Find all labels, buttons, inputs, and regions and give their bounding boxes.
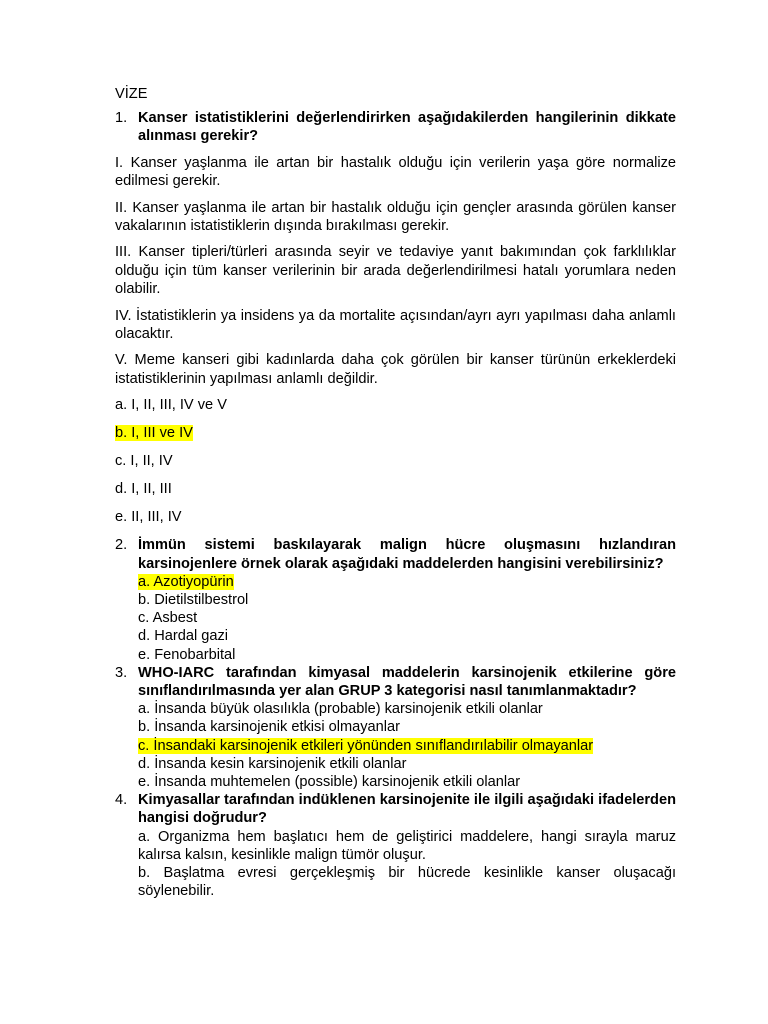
statement-3: III. Kanser tipleri/türleri arasında seyir ve tedaviye yanıt bakımından çok farklılıklar olduğu için tüm kanser verilerinin bir arada değerlendirilmesi hatalı yorumlara neden olabilir.: [115, 244, 676, 297]
question-number: 3.: [115, 664, 128, 681]
answer-option-label: d. I, II, III: [115, 481, 172, 498]
question-4: [115, 791, 676, 900]
answer-option-b: b. Dietilstilbestrol: [138, 591, 249, 608]
statement-5: V. Meme kanseri gibi kadınlarda daha çok görülen bir kanser türünün erkeklerdeki istatistiklerinin yapılması anlamlı değildir.: [115, 352, 676, 387]
question-text: WHO-IARC tarafından kimyasal maddelerin karsinojenik etkilerine göre sınıflandırılmasında yer alan GRUP 3 kategorisi nasıl tanımlanmaktadır?: [138, 664, 676, 699]
answer-option-a: a. Organizma hem başlatıcı hem de geliştirici maddelere, hangi sırayla maruz kalırsa kalsın, kesinlikle malign tümör oluşur.: [138, 828, 676, 863]
question-3: [115, 664, 676, 791]
answer-option-e: [115, 508, 676, 526]
answer-options: [138, 828, 676, 901]
question-1: [115, 109, 676, 145]
answer-options: [138, 573, 676, 664]
answer-option-a: [115, 396, 676, 414]
answer-option-label: a. I, II, III, IV ve V: [115, 397, 227, 414]
answer-option-d: [115, 480, 676, 498]
answer-option-b: b. İnsanda karsinojenik etkisi olmayanlar: [138, 719, 401, 736]
answer-option-c: [138, 737, 676, 755]
statement-4: IV. İstatistiklerin ya insidens ya da mortalite açısından/ayrı ayrı yapılması daha anlamlı olacaktır.: [115, 307, 676, 342]
document-content: [115, 85, 676, 900]
answer-option-c: c. Asbest: [138, 610, 198, 627]
answer-options: [138, 700, 676, 791]
question-text: Kimyasallar tarafından indüklenen karsinojenite ile ilgili aşağıdaki ifadelerden hangisi doğrudur?: [138, 792, 676, 827]
question-number: 4.: [115, 792, 128, 809]
answer-option-label-highlighted: c. İnsandaki karsinojenik etkileri yönünden sınıflandırılabilir olmayanlar: [138, 737, 594, 754]
answer-option-b: [115, 424, 676, 442]
question-text: Kanser istatistiklerini değerlendirirken aşağıdakilerden hangilerinin dikkate alınması gerekir?: [138, 110, 676, 145]
answer-option-d: d. Hardal gazi: [138, 628, 229, 645]
answer-option-label: e. II, III, IV: [115, 509, 182, 526]
question-number: 1.: [115, 110, 128, 127]
answer-option-d: d. İnsanda kesin karsinojenik etkili olanlar: [138, 755, 407, 772]
question-text: İmmün sistemi baskılayarak malign hücre oluşmasını hızlandıran karsinojenlere örnek olarak aşağıdaki maddelerden hangisini verebilirsiniz?: [138, 537, 676, 572]
answer-option-c: [115, 452, 676, 470]
answer-option-a: a. İnsanda büyük olasılıkla (probable) karsinojenik etkili olanlar: [138, 701, 543, 718]
statement-1: I. Kanser yaşlanma ile artan bir hastalık olduğu için verilerin yaşa göre normalize edilmesi gerekir.: [115, 154, 676, 189]
answer-option-a: [138, 573, 676, 591]
question-2: [115, 536, 676, 663]
document-title: VİZE: [115, 86, 148, 102]
answer-option-label: c. I, II, IV: [115, 453, 173, 470]
statement-2: II. Kanser yaşlanma ile artan bir hastalık olduğu için gençler arasında görülen kanser vakalarının istatistiklerin dışında bırakılması gerekir.: [115, 199, 676, 234]
answer-option-label-highlighted: b. I, III ve IV: [115, 425, 193, 442]
answer-option-e: e. Fenobarbital: [138, 646, 236, 663]
answer-option-label-highlighted: a. Azotiyopürin: [138, 573, 234, 590]
answer-option-e: e. İnsanda muhtemelen (possible) karsinojenik etkili olanlar: [138, 773, 521, 790]
question-number: 2.: [115, 537, 128, 554]
answer-option-b: b. Başlatma evresi gerçekleşmiş bir hücrede kesinlikle kanser oluşacağı söylenebilir.: [138, 865, 676, 900]
